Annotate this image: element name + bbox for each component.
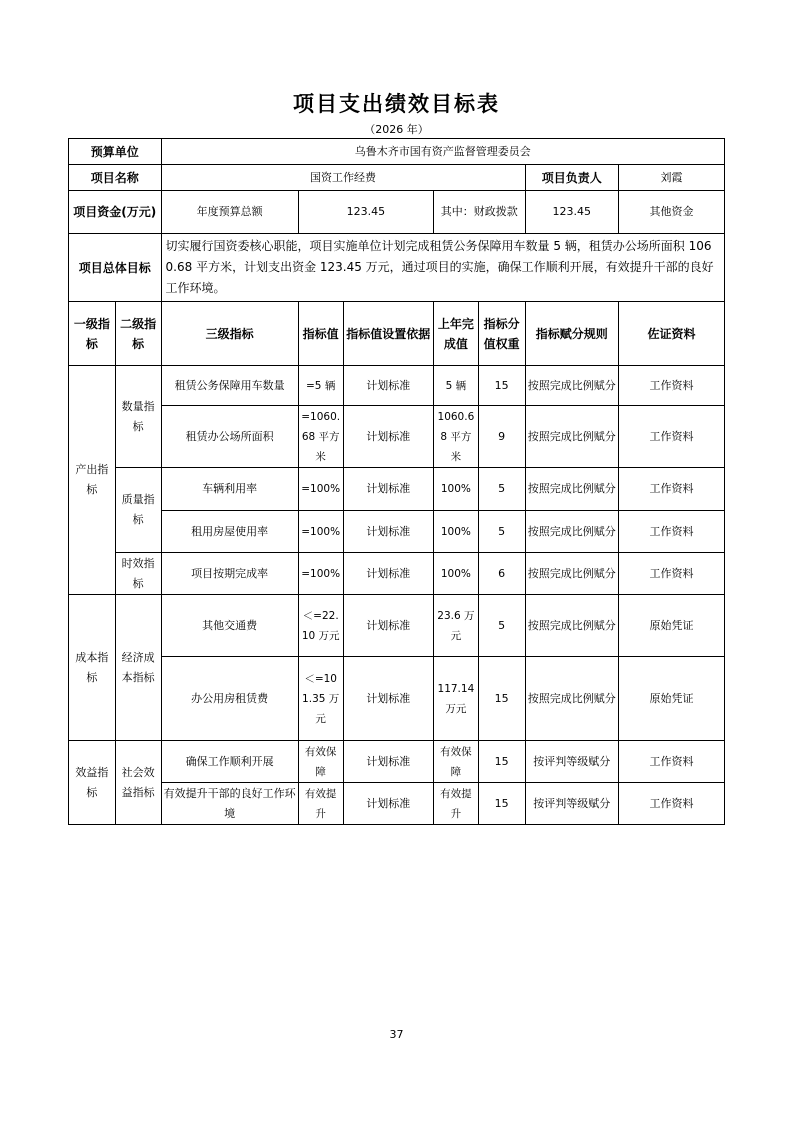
group-output-quantity: 数量指标: [115, 366, 161, 468]
header-level1: 一级指标: [69, 302, 116, 366]
row-basis: 计划标准: [343, 406, 434, 468]
group-cost: 成本指标: [69, 595, 116, 741]
row-evidence: 工作资料: [619, 783, 725, 825]
other-funds-cell: [619, 191, 725, 234]
row-rule: 按照完成比例赋分: [525, 468, 619, 511]
row-weight: 15: [478, 657, 525, 741]
table-row: [69, 468, 725, 511]
row-last: 5 辆: [434, 366, 479, 406]
row-basis: 计划标准: [343, 741, 434, 783]
header-evidence: 佐证资料: [619, 302, 725, 366]
row-weight: 15: [478, 741, 525, 783]
row-basis: 计划标准: [343, 468, 434, 511]
header-level3: 三级指标: [161, 302, 298, 366]
row-name: 项目按期完成率: [161, 553, 298, 595]
row-name: 确保工作顺利开展: [161, 741, 298, 783]
budget-unit-value: 乌鲁木齐市国有资产监督管理委员会: [161, 139, 724, 165]
row-evidence: 工作资料: [619, 468, 725, 511]
row-last: 100%: [434, 553, 479, 595]
row-weight: 9: [478, 406, 525, 468]
header-weight: 指标分值权重: [478, 302, 525, 366]
row-evidence: 原始凭证: [619, 595, 725, 657]
row-rule: 按照完成比例赋分: [525, 366, 619, 406]
row-value: =1060.68 平方米: [298, 406, 343, 468]
table-row: [69, 511, 725, 553]
row-last: 117.14 万元: [434, 657, 479, 741]
year-label: （2026 年）: [364, 123, 429, 136]
row-rule: 按评判等级赋分: [525, 783, 619, 825]
row-evidence: 工作资料: [619, 406, 725, 468]
row-name: 租赁公务保障用车数量: [161, 366, 298, 406]
row-value: =100%: [298, 468, 343, 511]
annual-budget-value: 123.45: [298, 191, 433, 234]
row-evidence: 工作资料: [619, 511, 725, 553]
row-last: 有效保障: [434, 741, 479, 783]
row-rule: 按照完成比例赋分: [525, 595, 619, 657]
row-weight: 15: [478, 783, 525, 825]
row-name: 租用房屋使用率: [161, 511, 298, 553]
row-evidence: 原始凭证: [619, 657, 725, 741]
table-row: [69, 406, 725, 468]
fiscal-value: 123.45: [525, 191, 619, 234]
row-last: 100%: [434, 511, 479, 553]
row-value: =100%: [298, 511, 343, 553]
project-name-value: 国资工作经费: [161, 165, 525, 191]
row-weight: 5: [478, 511, 525, 553]
row-rule: 按照完成比例赋分: [525, 657, 619, 741]
row-last: 有效提升: [434, 783, 479, 825]
row-weight: 5: [478, 595, 525, 657]
row-value: ＜=101.35 万元: [298, 657, 343, 741]
row-name: 办公用房租赁费: [161, 657, 298, 741]
row-name: 租赁办公场所面积: [161, 406, 298, 468]
row-rule: 按照完成比例赋分: [525, 511, 619, 553]
row-evidence: 工作资料: [619, 553, 725, 595]
row-name: 车辆利用率: [161, 468, 298, 511]
header-level2: 二级指标: [115, 302, 161, 366]
header-basis: 指标值设置依据: [343, 302, 434, 366]
row-evidence: 工作资料: [619, 366, 725, 406]
project-leader-label: 项目负责人: [525, 165, 619, 191]
row-basis: 计划标准: [343, 511, 434, 553]
row-basis: 计划标准: [343, 595, 434, 657]
page-title: 项目支出绩效目标表: [293, 92, 500, 116]
row-name: 有效提升干部的良好工作环境: [161, 783, 298, 825]
row-rule: 按评判等级赋分: [525, 741, 619, 783]
row-name: 其他交通费: [161, 595, 298, 657]
row-value: 有效保障: [298, 741, 343, 783]
table-row: [69, 595, 725, 657]
page-number: 37: [389, 1028, 404, 1041]
row-value: 有效提升: [298, 783, 343, 825]
row-basis: 计划标准: [343, 366, 434, 406]
header-value: 指标值: [298, 302, 343, 366]
row-last: 23.6 万元: [434, 595, 479, 657]
row-basis: 计划标准: [343, 553, 434, 595]
table-row: [69, 741, 725, 783]
header-rule: 指标赋分规则: [525, 302, 619, 366]
row-weight: 6: [478, 553, 525, 595]
overall-goal-text: 切实履行国资委核心职能，项目实施单位计划完成租赁公务保障用车数量 5 辆，租赁办公场所面积 1060.68 平方米，计划支出资金 123.45 万元，通过项目的实施，确保工作顺利开展，有效提升干部的良好工作环境。: [161, 234, 724, 302]
group-output-time: 时效指标: [115, 553, 161, 595]
budget-unit-label: 预算单位: [69, 139, 162, 165]
project-leader-value: 刘霞: [619, 165, 725, 191]
table-row: [69, 657, 725, 741]
row-basis: 计划标准: [343, 783, 434, 825]
overall-goal-label: 项目总体目标: [69, 234, 162, 302]
table-row: [69, 366, 725, 406]
row-weight: 5: [478, 468, 525, 511]
row-rule: 按照完成比例赋分: [525, 553, 619, 595]
annual-budget-label: 年度预算总额: [161, 191, 298, 234]
row-rule: 按照完成比例赋分: [525, 406, 619, 468]
group-benefit: 效益指标: [69, 741, 116, 825]
row-value: ＜=22.10 万元: [298, 595, 343, 657]
project-name-label: 项目名称: [69, 165, 162, 191]
row-basis: 计划标准: [343, 657, 434, 741]
row-evidence: 工作资料: [619, 741, 725, 783]
row-last: 1060.68 平方米: [434, 406, 479, 468]
performance-table: [68, 138, 725, 825]
row-value: =5 辆: [298, 366, 343, 406]
row-value: =100%: [298, 553, 343, 595]
funds-label: 项目资金(万元): [69, 191, 162, 234]
row-last: 100%: [434, 468, 479, 511]
other-funds-label: 其他资金: [649, 205, 694, 218]
group-benefit-social: 社会效益指标: [115, 741, 161, 825]
table-row: [69, 783, 725, 825]
group-output-quality: 质量指标: [115, 468, 161, 553]
group-cost-economic: 经济成本指标: [115, 595, 161, 741]
group-output: 产出指标: [69, 366, 116, 595]
row-weight: 15: [478, 366, 525, 406]
header-last-year: 上年完成值: [434, 302, 479, 366]
table-row: [69, 553, 725, 595]
fiscal-label: 其中：财政拨款: [434, 191, 526, 234]
